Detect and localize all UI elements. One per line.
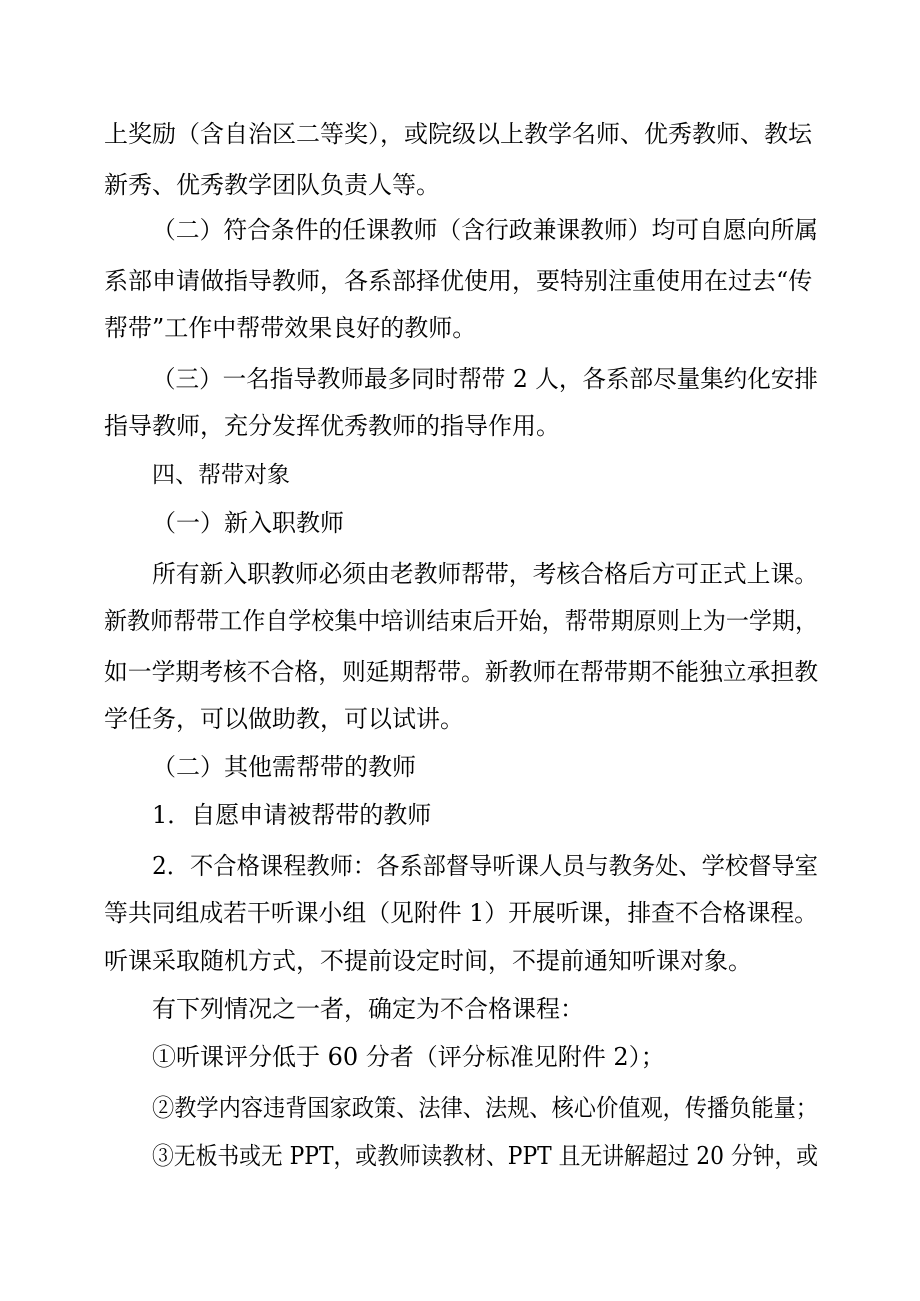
- line-text: 上奖励（含自治区二等奖），或院级以上教学名师、优秀教师、教坛: [104, 120, 812, 148]
- body-line: [0, 409, 920, 443]
- heading-text: 四、帮带对象: [152, 462, 290, 488]
- line-text: ①听课评分低于 60 分者（评分标准见附件 2）；: [152, 1043, 665, 1071]
- line-text: 1．自愿申请被帮带的教师: [152, 801, 432, 829]
- body-line: [0, 702, 920, 736]
- line-text: 2．不合格课程教师：各系部督导听课人员与教务处、学校督导室: [152, 852, 818, 880]
- body-line: [0, 213, 920, 247]
- body-line: [0, 117, 920, 151]
- body-line: [0, 944, 920, 978]
- list-item: [0, 1040, 920, 1074]
- line-text: 所有新入职教师必须由老教师帮带，考核合格后方可正式上课。: [152, 560, 819, 588]
- body-line: [0, 362, 920, 396]
- line-text: 学任务，可以做助教，可以试讲。: [104, 705, 464, 733]
- line-text: 新教师帮带工作自学校集中培训结束后开始，帮带期原则上为一学期，: [104, 607, 819, 635]
- body-line: [0, 992, 920, 1026]
- list-item: [0, 849, 920, 883]
- line-text: 新秀、优秀教学团队负责人等。: [104, 171, 440, 199]
- list-item: [0, 1091, 920, 1125]
- line-text: （三）一名指导教师最多同时帮带 2 人，各系部尽量集约化安排: [152, 365, 818, 393]
- body-line: [0, 896, 920, 930]
- list-item: [0, 798, 920, 832]
- body-line: [0, 604, 920, 638]
- list-item: [0, 1139, 920, 1173]
- subsection-heading: [0, 506, 920, 540]
- line-text: 有下列情况之一者，确定为不合格课程：: [152, 995, 584, 1023]
- subsection-heading: [0, 750, 920, 784]
- section-heading: [0, 458, 920, 492]
- line-text: （二）符合条件的任课教师（含行政兼课教师）均可自愿向所属: [152, 216, 819, 244]
- line-text: 听课采取随机方式，不提前设定时间，不提前通知听课对象。: [104, 947, 752, 975]
- line-text: （一）新入职教师: [152, 509, 344, 537]
- body-line: [0, 264, 920, 298]
- body-line: [0, 557, 920, 591]
- body-line: [0, 311, 920, 345]
- line-text: ②教学内容违背国家政策、法律、法规、核心价值观，传播负能量；: [152, 1094, 818, 1122]
- line-text: 系部申请做指导教师，各系部择优使用，要特别注重使用在过去“传: [104, 267, 813, 295]
- line-text: 指导教师，充分发挥优秀教师的指导作用。: [104, 412, 560, 440]
- line-text: （二）其他需帮带的教师: [152, 753, 416, 781]
- line-text: ③无板书或无 PPT，或教师读教材、PPT 且无讲解超过 20 分钟，或: [152, 1142, 819, 1170]
- line-text: 如一学期考核不合格，则延期帮带。新教师在帮带期不能独立承担教: [104, 658, 819, 686]
- line-text: 等共同组成若干听课小组（见附件 1）开展听课，排查不合格课程。: [104, 899, 819, 927]
- line-text: 帮带”工作中帮带效果良好的教师。: [104, 314, 477, 342]
- body-line: [0, 655, 920, 689]
- body-line: [0, 168, 920, 202]
